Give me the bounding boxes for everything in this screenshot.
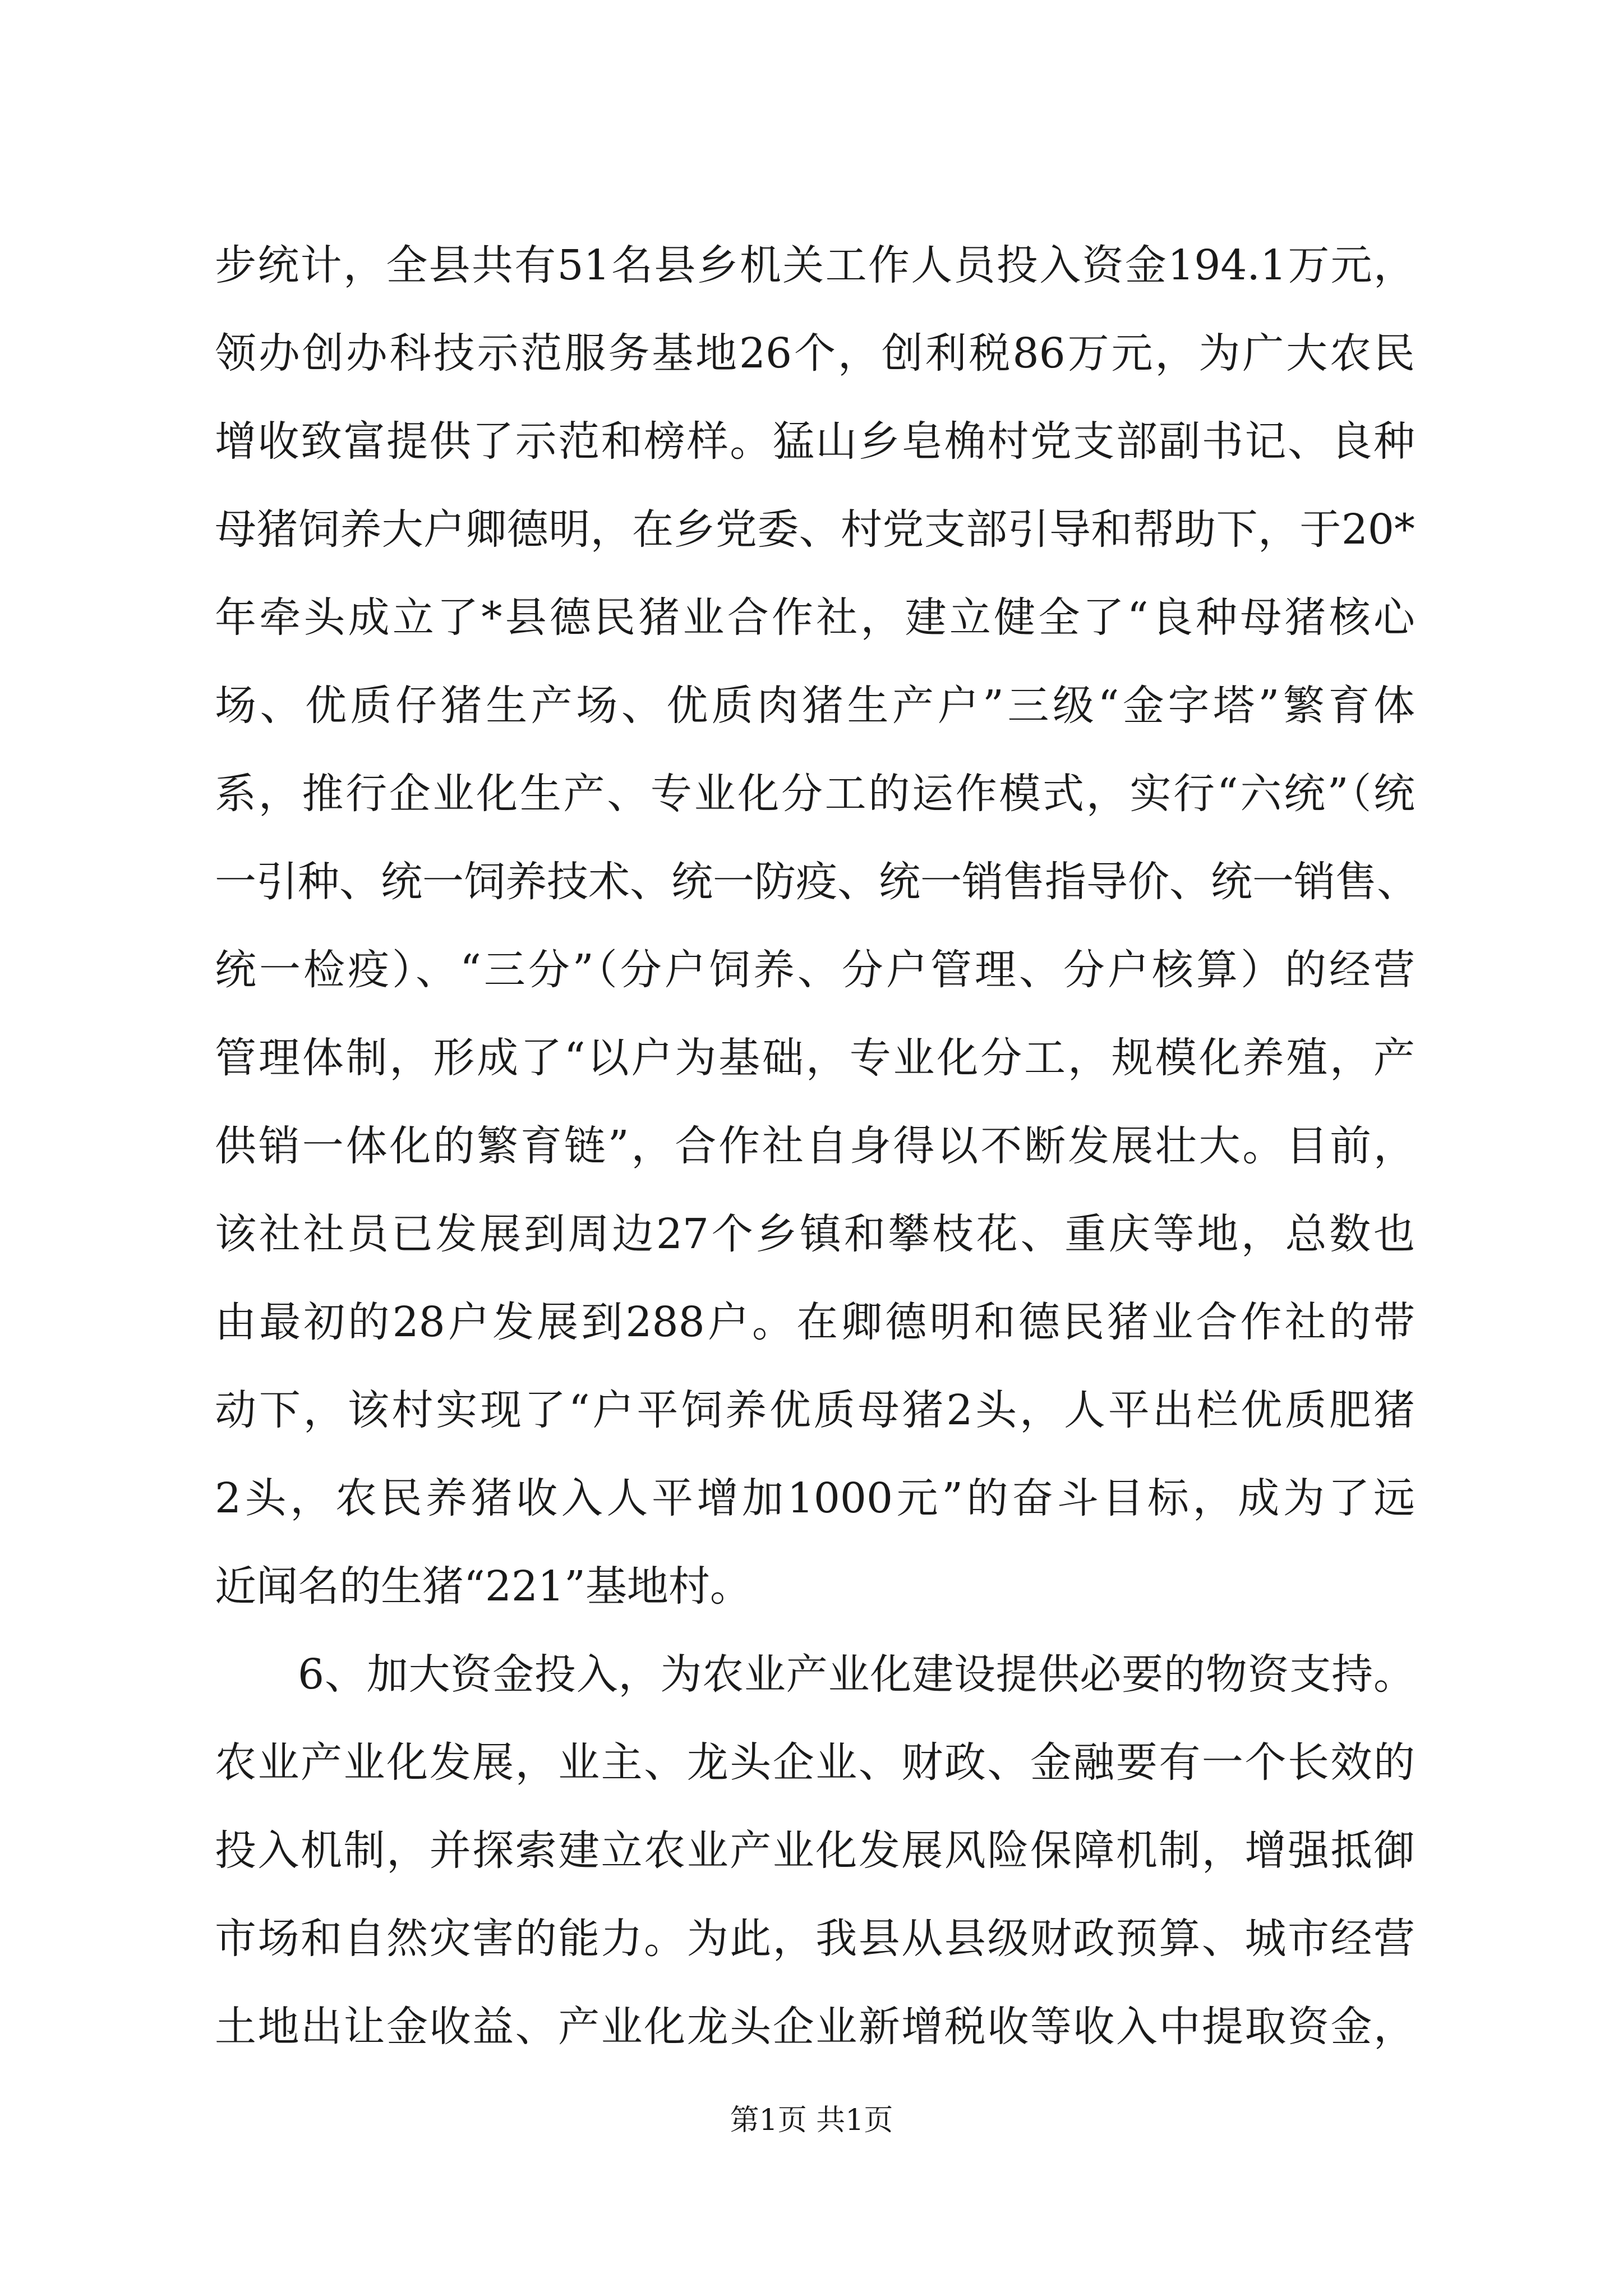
text-line: 母猪饲养大户卿德明，在乡党委、村党支部引导和帮助下，于20*	[215, 505, 1415, 554]
text-line: 近闻名的生猪“221”基地村。	[215, 1562, 751, 1611]
body-text	[215, 222, 1418, 2071]
paragraph-heading-line: 6、加大资金投入，为农业产业化建设提供必要的物资支持。	[298, 1650, 1415, 1699]
text-line: 一引种、统一饲养技术、统一防疫、统一销售指导价、统一销售、	[215, 858, 1418, 906]
text-line: 投入机制，并探索建立农业产业化发展风险保障机制，增强抵御	[215, 1826, 1415, 1875]
text-line: 市场和自然灾害的能力。为此，我县从县级财政预算、城市经营	[215, 1915, 1415, 1963]
text-line: 系，推行企业化生产、专业化分工的运作模式，实行“六统”（统	[215, 770, 1415, 818]
text-line: 场、优质仔猪生产场、优质肉猪生产户”三级“金字塔”繁育体	[215, 682, 1415, 730]
text-line: 增收致富提供了示范和榜样。猛山乡皂桷村党支部副书记、良种	[215, 417, 1415, 466]
text-line: 步统计，全县共有51名县乡机关工作人员投入资金194.1万元，	[215, 241, 1415, 289]
text-line: 年牵头成立了*县德民猪业合作社，建立健全了“良种母猪核心	[215, 593, 1415, 642]
text-line: 统一检疫）、“三分”（分户饲养、分户管理、分户核算）的经营	[215, 946, 1415, 994]
text-line: 2头，农民养猪收入人平增加1000元”的奋斗目标，成为了远	[215, 1474, 1415, 1522]
text-line: 管理体制，形成了“以户为基础，专业化分工，规模化养殖，产	[215, 1034, 1415, 1082]
text-line: 农业产业化发展，业主、龙头企业、财政、金融要有一个长效的	[215, 1738, 1415, 1787]
text-line: 土地出让金收益、产业化龙头企业新增税收等收入中提取资金，	[215, 2003, 1415, 2051]
text-line: 供销一体化的繁育链”，合作社自身得以不断发展壮大。目前，	[215, 1122, 1415, 1170]
page-footer	[0, 2101, 1623, 2140]
text-line: 由最初的28户发展到288户。在卿德明和德民猪业合作社的带	[215, 1298, 1415, 1346]
text-line: 该社社员已发展到周边27个乡镇和攀枝花、重庆等地，总数也	[215, 1210, 1415, 1258]
page-number: 第1页 共1页	[730, 2104, 893, 2137]
text-line: 动下，该村实现了“户平饲养优质母猪2头，人平出栏优质肥猪	[215, 1386, 1415, 1434]
text-line: 领办创办科技示范服务基地26个，创利税86万元，为广大农民	[215, 329, 1415, 378]
